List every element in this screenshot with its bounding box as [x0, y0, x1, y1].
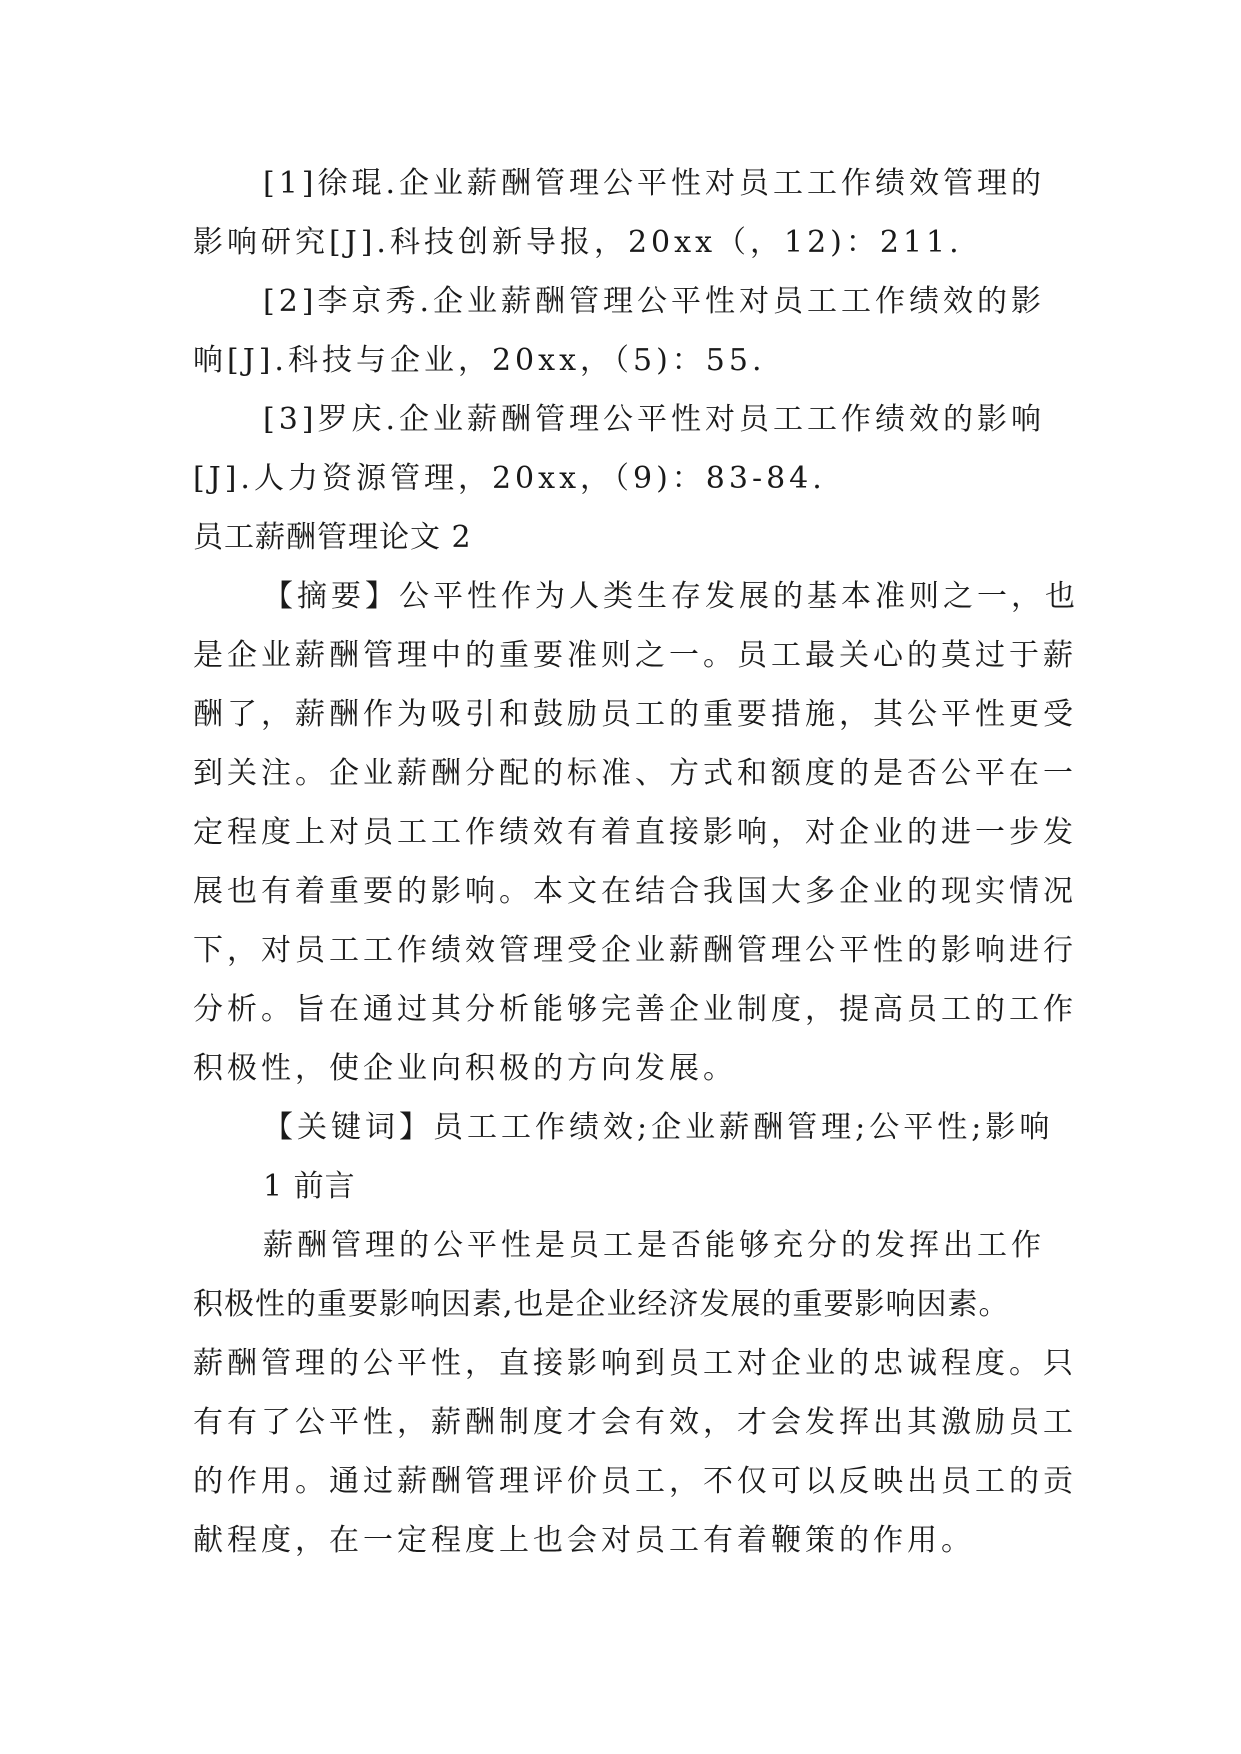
- intro-line: 献程度，在一定程度上也会对员工有着鞭策的作用。: [193, 1523, 975, 1558]
- keywords: 【关键词】员工工作绩效;企业薪酬管理;公平性;影响: [263, 1110, 1054, 1145]
- intro-line: 的作用。通过薪酬管理评价员工，不仅可以反映出员工的贡: [193, 1464, 1077, 1499]
- reference-3-line-1: [3]罗庆.企业薪酬管理公平性对员工工作绩效的影响: [263, 402, 1046, 437]
- abstract-line: 到关注。企业薪酬分配的标准、方式和额度的是否公平在一: [193, 756, 1077, 791]
- reference-2-line-2: 响[J].科技与企业，20xx，（5)：55.: [193, 343, 766, 378]
- abstract-line: 下，对员工工作绩效管理受企业薪酬管理公平性的影响进行: [193, 933, 1077, 968]
- abstract-line: 积极性，使企业向积极的方向发展。: [193, 1051, 737, 1086]
- abstract-line: 【摘要】公平性作为人类生存发展的基本准则之一，也: [263, 579, 1079, 614]
- reference-3-line-2: [J].人力资源管理，20xx，（9)：83-84.: [193, 461, 826, 496]
- introduction: [193, 1216, 1077, 1570]
- intro-line: 积极性的重要影响因素,也是企业经济发展的重要影响因素。: [193, 1287, 1010, 1322]
- intro-line: 薪酬管理的公平性，直接影响到员工对企业的忠诚程度。只: [193, 1346, 1077, 1381]
- abstract-line: 定程度上对员工工作绩效有着直接影响，对企业的进一步发: [193, 815, 1077, 850]
- abstract-line: 酬了，薪酬作为吸引和鼓励员工的重要措施，其公平性更受: [193, 697, 1077, 732]
- section-title: 1 前言: [263, 1169, 356, 1204]
- abstract: [193, 567, 1079, 1098]
- reference-1-line-2: 影响研究[J].科技创新导报，20xx（，12)：211.: [193, 225, 963, 260]
- abstract-line: 展也有着重要的影响。本文在结合我国大多企业的现实情况: [193, 874, 1077, 909]
- document-page: [193, 154, 1079, 1570]
- abstract-line: 分析。旨在通过其分析能够完善企业制度，提高员工的工作: [193, 992, 1077, 1027]
- reference-2-line-1: [2]李京秀.企业薪酬管理公平性对员工工作绩效的影: [263, 284, 1046, 319]
- article-title: 员工薪酬管理论文 2: [193, 520, 472, 555]
- abstract-line: 是企业薪酬管理中的重要准则之一。员工最关心的莫过于薪: [193, 638, 1077, 673]
- reference-list: [193, 154, 1049, 508]
- intro-line: 薪酬管理的公平性是员工是否能够充分的发挥出工作: [263, 1228, 1045, 1263]
- intro-line: 有有了公平性，薪酬制度才会有效，才会发挥出其激励员工: [193, 1405, 1077, 1440]
- reference-1-line-1: [1]徐琨.企业薪酬管理公平性对员工工作绩效管理的: [263, 166, 1046, 201]
